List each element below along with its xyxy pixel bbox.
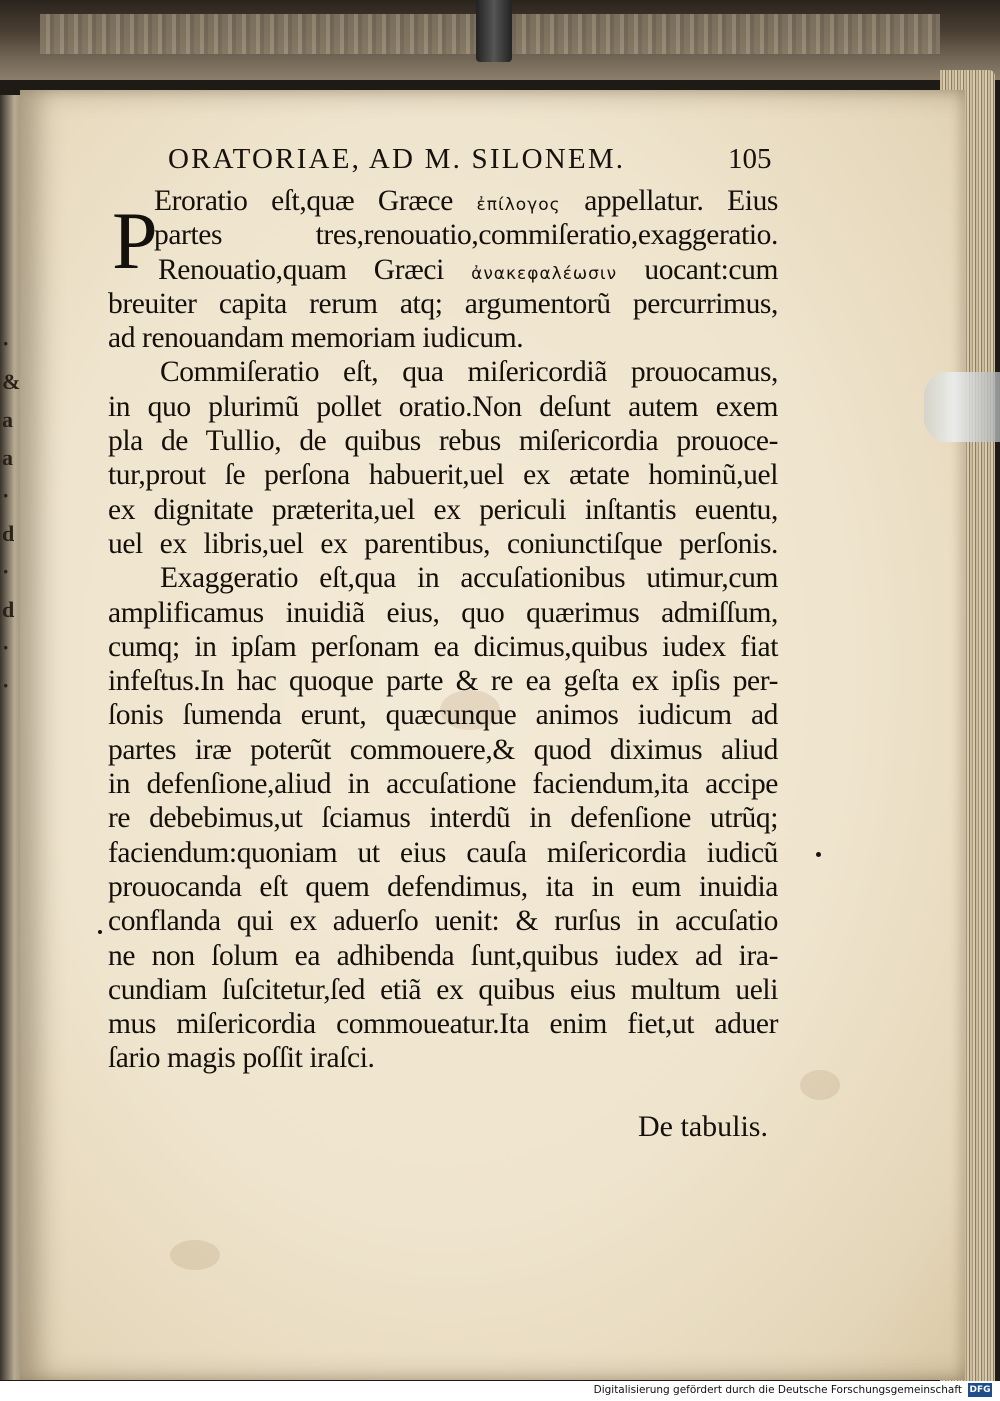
text-line: faciendum:quoniam ut eius cauſa miſericordia iudicũ <box>108 836 778 869</box>
text-line: partes tres,renouatio,commiſeratio,exaggeratio. <box>154 219 778 252</box>
drop-cap: P <box>112 195 158 286</box>
text-line: pla de Tullio, de quibus rebus miſericordia prouoce- <box>108 425 778 458</box>
funding-credit: Digitalisierung gefördert durch die Deutsche Forschungsgemeinschaft <box>593 1384 962 1396</box>
text-line: ad renouandam memoriam iudicum. <box>108 322 524 355</box>
catchword: De tabulis. <box>638 1110 768 1143</box>
body-text <box>108 184 778 1076</box>
text-line: Eroratio eſt,quæ Græce ἐπίλογος appellatur. Eius <box>154 185 778 217</box>
text-line: amplificamus inuidiã eius, quo quærimus admiſſum, <box>108 596 778 629</box>
text-line: in defenſione,aliud in accuſatione faciendum,ita accipe <box>108 768 778 801</box>
text-line: cundiam ſuſcitetur,ſed etiã ex quibus eius multum ueli <box>108 973 778 1006</box>
dfg-logo: DFG <box>969 1385 991 1395</box>
text-line: conflanda qui ex aduerſo uenit: & rurſus in accuſatio <box>108 905 778 938</box>
text-line: mus miſericordia commoueatur.Ita enim fiet,ut aduer <box>108 1008 778 1041</box>
running-head: ORATORIAE, AD M. SILONEM. <box>168 143 626 175</box>
page-number: 105 <box>728 143 772 175</box>
text-line: Commiſeratio eſt, qua miſericordiã prouocamus, <box>160 356 778 389</box>
ink-speck <box>98 930 102 934</box>
book-clasp <box>476 0 512 62</box>
text-line: ſonis ſumenda erunt, quæcunque animos iudicum ad <box>108 699 778 732</box>
text-line: in quo plurimũ pollet oratio.Non deſunt autem exem <box>108 390 778 423</box>
text-line: partes iræ poterũt commouere,& quod diximus aliud <box>108 733 778 766</box>
bookmark-tab <box>924 372 1000 442</box>
text-line: Renouatio,quam Græci ἀνακεφαλέωσιν uocant:cum <box>158 253 778 286</box>
text-line: prouocanda eſt quem defendimus, ita in eum inuidia <box>108 870 778 903</box>
text-line: cumq; in ipſam perſonam ea dicimus,quibus iudex fiat <box>108 630 778 663</box>
previous-page-marks: · & a a · d · d · · <box>2 331 21 698</box>
text-line: ex dignitate præterita,uel ex periculi inſtantis euentu, <box>108 493 778 526</box>
text-line: ſario magis poſſit iraſci. <box>108 1042 375 1075</box>
ink-speck <box>816 852 821 857</box>
text-line: infeſtus.In hac quoque parte & re ea geſta ex ipſis per- <box>108 665 778 698</box>
text-line: uel ex libris,uel ex parentibus, coniunctiſque perſonis. <box>108 527 778 560</box>
text-line: re debebimus,ut ſciamus interdũ in defenſione utrũq; <box>108 802 778 835</box>
text-line: breuiter capita rerum atq; argumentorũ percurrimus, <box>108 287 778 320</box>
text-line: Exaggeratio eſt,qua in accuſationibus utimur,cum <box>160 562 778 595</box>
text-line: ne non ſolum ea adhibenda ſunt,quibus iudex ad ira- <box>108 939 778 972</box>
text-line: tur,prout ſe perſona habuerit,uel ex ætate hominũ,uel <box>108 459 778 492</box>
